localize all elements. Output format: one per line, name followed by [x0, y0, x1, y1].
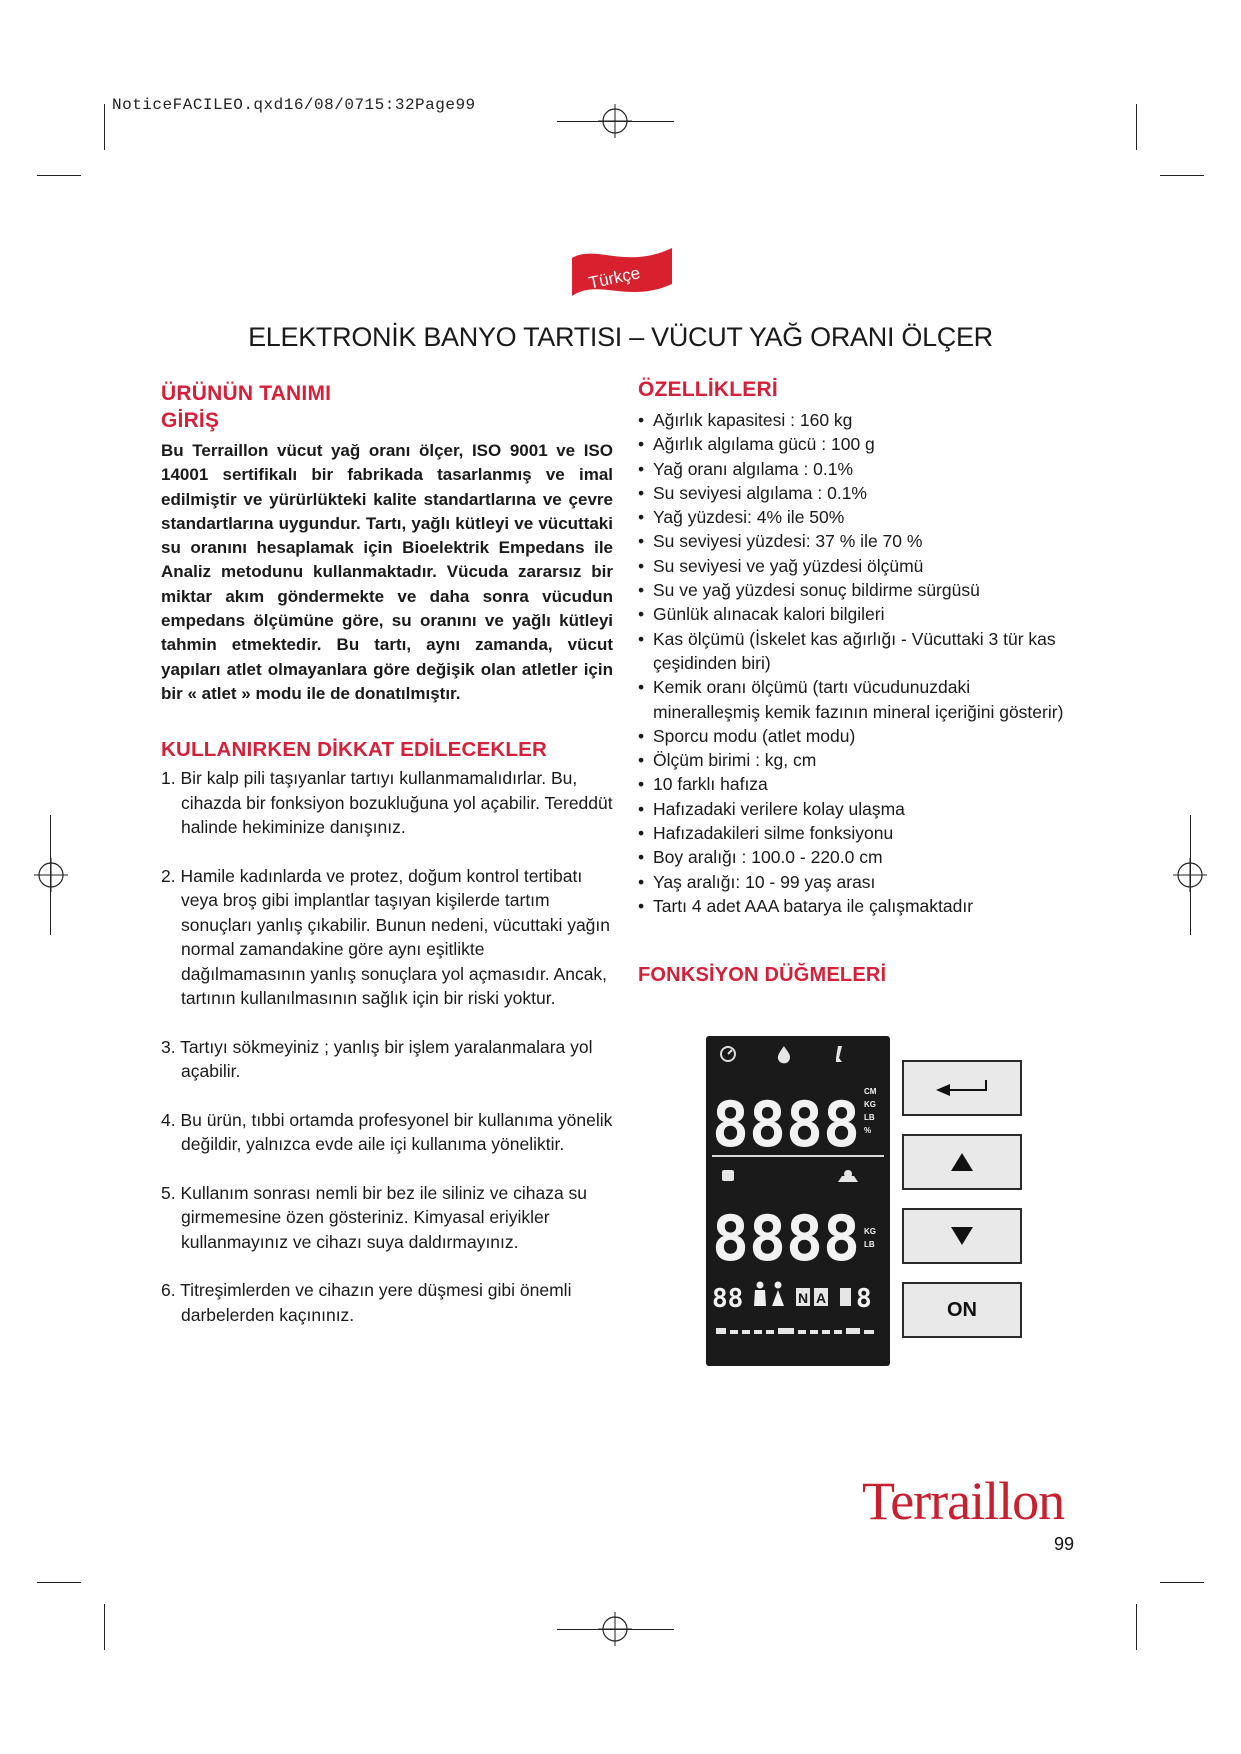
lcd-mode-n: N [798, 1290, 809, 1306]
bone-icon [836, 1046, 842, 1062]
brand-logo: Terraillon [862, 1471, 1065, 1531]
crop-mark [104, 104, 105, 150]
lcd-unit-lb: LB [864, 1113, 875, 1122]
feature-item: • 10 farklı hafıza [638, 772, 1078, 796]
crop-mark [1160, 1582, 1204, 1583]
page-number: 99 [1054, 1534, 1075, 1554]
caution-item: 3. Tartıyı sökmeyiniz ; yanlış bir işlem yaralanmalara yol açabilir. [161, 1036, 593, 1082]
lcd-unit-cm: CM [864, 1087, 877, 1096]
crop-mark [1136, 104, 1137, 150]
feature-item: • Hafızadaki verilere kolay ulaşma [638, 797, 1078, 821]
lcd-mode-a: A [816, 1290, 827, 1306]
feature-item: • Boy aralığı : 100.0 - 220.0 cm [638, 845, 1078, 869]
right-column [638, 378, 1078, 987]
features-list [638, 408, 1078, 918]
feature-item: • Yağ oranı algılama : 0.1% [638, 457, 1078, 481]
feature-item: • Su seviyesi yüzdesi: 37 % ile 70 % [638, 529, 1078, 553]
feature-item: • Hafızadakileri silme fonksiyonu [638, 821, 1078, 845]
caution-heading: KULLANIRKEN DİKKAT EDİLECEKLER [161, 738, 548, 762]
caution-item: 2. Hamile kadınlarda ve protez, doğum kontrol tertibatı veya broş gibi implantlar taşıyan kişilerde tartım sonuçları yanlış çıkabilir. Bunun nedeni, vücuttaki yağın normal zamandakine göre aynı eşitlikte dağılmamasının yanlış sonuçlara yol açmasıdır. Ancak, tartının kullanılmasının sağlık için bir riski yoktur. [161, 865, 610, 1009]
language-label: Türkçe [587, 263, 642, 293]
caution-list [161, 766, 613, 1327]
lcd-unit-lb-bottom: LB [864, 1240, 875, 1249]
left-column [161, 382, 613, 1327]
athlete-icon [838, 1170, 858, 1182]
file-slug: NoticeFACILEO.qxd16/08/0715:32Page99 [112, 96, 476, 114]
feature-item: • Ağırlık kapasitesi : 160 kg [638, 408, 1078, 432]
on-button[interactable] [902, 1282, 1022, 1338]
triangle-down-icon [949, 1225, 975, 1247]
feature-item: • Ağırlık algılama gücü : 100 g [638, 432, 1078, 456]
crop-mark [37, 1582, 81, 1583]
features-heading: ÖZELLİKLERİ [638, 378, 778, 401]
feature-item: • Su ve yağ yüzdesi sonuç bildirme sürgüsü [638, 578, 1078, 602]
lcd-memory-digits: 88 [712, 1284, 744, 1314]
triangle-up-icon [949, 1151, 975, 1173]
crop-mark [557, 121, 674, 122]
enter-arrow-icon [932, 1076, 992, 1100]
registration-mark-icon [1173, 858, 1207, 892]
feature-item: • Günlük alınacak kalori bilgileri [638, 602, 1078, 626]
feature-item: • Yaş aralığı: 10 - 99 yaş arası [638, 870, 1078, 894]
feature-item: • Tartı 4 adet AAA batarya ile çalışmaktadır [638, 894, 1078, 918]
intro-paragraph: Bu Terraillon vücut yağ oranı ölçer, ISO 9001 ve ISO 14001 sertifikalı bir fabrikada tasarlanmış ve imal edilmiştir ve yürürlükteki kalite standartlarına ve çevre standartlarına uygundur. Tartı, yağlı kütleyi ve vücuttaki su oranını hesaplamak için Bioelektrik Empedans ile Analiz metodunu kullanmaktadır. Vücuda zararsız bir miktar akım göndermekte ve daha sonra vücudun empedans ölçümüne göre, su oranını ve yağlı kütleyi tahmin etmektedir. Bu tartı, aynı zamanda, vücut yapıları atlet olmayanlara göre değişik olan atletler için bir « atlet » modu ile de donatılmıştır. [161, 441, 613, 703]
user-gender-icon [754, 1282, 784, 1307]
caution-item: 5. Kullanım sonrası nemli bir bez ile siliniz ve cihaza su girmemesine özen gösteriniz. Kimyasal eriyikler kullanmayınız ve cihazı suya daldırmayınız. [161, 1182, 588, 1252]
feature-item: • Ölçüm birimi : kg, cm [638, 748, 1078, 772]
lcd-unit-kg-bottom: KG [864, 1227, 876, 1236]
page-title: ELEKTRONİK BANYO TARTISI – VÜCUT YAĞ ORANI ÖLÇER [248, 322, 993, 352]
product-description-heading: ÜRÜNÜN TANIMI [161, 382, 332, 405]
feature-item: • Yağ yüzdesi: 4% ile 50% [638, 505, 1078, 529]
lcd-unit-kg: KG [864, 1100, 876, 1109]
lcd-user-digit: 8 [856, 1284, 872, 1314]
feature-item: • Sporcu modu (atlet modu) [638, 724, 1078, 748]
weight-icon [722, 1170, 734, 1181]
crop-mark [1160, 175, 1204, 176]
crop-mark [104, 1604, 105, 1650]
crop-mark [1136, 1604, 1137, 1650]
lcd-bottom-digits: 8888 [712, 1202, 860, 1275]
up-button[interactable] [902, 1134, 1022, 1190]
caution-item: 4. Bu ürün, tıbbi ortamda profesyonel bir kullanıma yönelik değildir, yalnızca evde aile içi kullanıma yöneliktir. [161, 1109, 613, 1155]
registration-mark-icon [34, 858, 68, 892]
language-flag [566, 240, 678, 302]
caution-item: 1. Bir kalp pili taşıyanlar tartıyı kullanmamalıdırlar. Bu, cihazda bir fonksiyon bozukluğuna yol açabilir. Tereddüt halinde hekiminize danışınız. [161, 768, 613, 838]
feature-item: • Su seviyesi ve yağ yüzdesi ölçümü [638, 554, 1078, 578]
lcd-progress-bar [716, 1328, 874, 1334]
crop-mark [37, 175, 81, 176]
on-button-label: ON [947, 1298, 977, 1321]
lcd-top-digits: 8888 [712, 1088, 860, 1161]
caution-item: 6. Titreşimlerden ve cihazın yere düşmesi gibi önemli darbelerden kaçınınız. [161, 1280, 572, 1325]
function-buttons-heading: FONKSİYON DÜĞMELERİ [638, 964, 887, 987]
lcd-unit-percent: % [864, 1126, 872, 1135]
down-button[interactable] [902, 1208, 1022, 1264]
feature-item: • Su seviyesi algılama : 0.1% [638, 481, 1078, 505]
crop-mark [557, 1629, 674, 1630]
lcd-memory-box-icon [840, 1288, 851, 1306]
intro-heading: GİRİŞ [161, 409, 220, 432]
feature-item: • Kemik oranı ölçümü (tartı vücudunuzdaki mineralleşmiş kemik fazının mineral içeriğini gösterir) [638, 675, 1078, 724]
calorie-gauge-icon [721, 1047, 735, 1061]
lcd-display [706, 1036, 890, 1366]
enter-button[interactable] [902, 1060, 1022, 1116]
water-drop-icon [778, 1046, 790, 1063]
feature-item: • Kas ölçümü (İskelet kas ağırlığı - Vücuttaki 3 tür kas çeşidinden biri) [638, 627, 1078, 676]
